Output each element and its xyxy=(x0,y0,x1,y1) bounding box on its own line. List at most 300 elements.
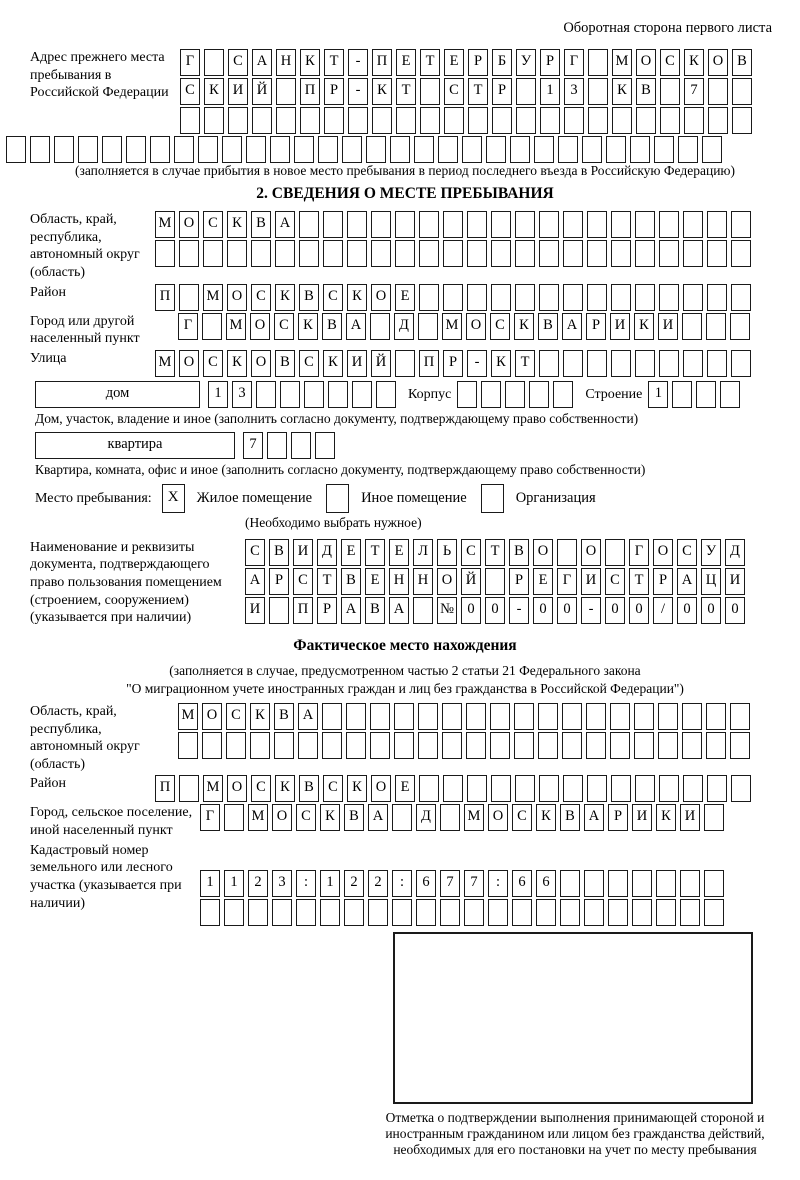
char-cell[interactable]: 3 xyxy=(564,78,584,105)
char-cell[interactable]: 0 xyxy=(557,597,577,624)
char-cell[interactable] xyxy=(564,107,584,134)
char-cell[interactable] xyxy=(659,350,679,377)
char-cell[interactable] xyxy=(584,870,604,897)
char-cell[interactable]: О xyxy=(179,211,199,238)
kvartira-number-boxes[interactable] xyxy=(243,432,339,459)
char-cell[interactable] xyxy=(587,240,607,267)
char-cell[interactable]: М xyxy=(203,284,223,311)
char-cell[interactable] xyxy=(150,136,170,163)
dom-number-boxes[interactable] xyxy=(208,381,400,408)
char-cell[interactable]: С xyxy=(677,539,697,566)
char-cell[interactable] xyxy=(352,381,372,408)
char-cell[interactable] xyxy=(696,381,716,408)
char-cell[interactable] xyxy=(510,136,530,163)
char-cell[interactable] xyxy=(322,703,342,730)
char-cell[interactable]: С xyxy=(251,775,271,802)
char-cell[interactable]: 1 xyxy=(320,870,340,897)
char-cell[interactable] xyxy=(680,899,700,926)
char-cell[interactable]: С xyxy=(296,804,316,831)
char-cell[interactable] xyxy=(440,899,460,926)
char-cell[interactable] xyxy=(540,107,560,134)
char-cell[interactable]: М xyxy=(226,313,246,340)
char-cell[interactable]: В xyxy=(560,804,580,831)
char-cell[interactable] xyxy=(534,136,554,163)
char-cell[interactable] xyxy=(611,240,631,267)
char-cell[interactable] xyxy=(634,703,654,730)
char-cell[interactable] xyxy=(419,284,439,311)
s2-ulitsa-row[interactable] xyxy=(155,350,755,377)
char-cell[interactable]: К xyxy=(275,775,295,802)
char-cell[interactable] xyxy=(684,107,704,134)
char-cell[interactable]: В xyxy=(636,78,656,105)
char-cell[interactable]: С xyxy=(323,284,343,311)
char-cell[interactable]: С xyxy=(490,313,510,340)
char-cell[interactable]: О xyxy=(227,775,247,802)
char-cell[interactable] xyxy=(586,703,606,730)
char-cell[interactable] xyxy=(396,107,416,134)
char-cell[interactable] xyxy=(611,350,631,377)
char-cell[interactable]: К xyxy=(320,804,340,831)
char-cell[interactable] xyxy=(587,284,607,311)
char-cell[interactable] xyxy=(226,732,246,759)
char-cell[interactable] xyxy=(395,211,415,238)
char-cell[interactable] xyxy=(318,136,338,163)
char-cell[interactable]: С xyxy=(245,539,265,566)
char-cell[interactable]: С xyxy=(512,804,532,831)
char-cell[interactable]: - xyxy=(509,597,529,624)
fact-oblast-row-1[interactable] xyxy=(178,703,754,730)
char-cell[interactable] xyxy=(346,732,366,759)
char-cell[interactable]: Г xyxy=(629,539,649,566)
char-cell[interactable] xyxy=(514,703,534,730)
char-cell[interactable] xyxy=(276,107,296,134)
char-cell[interactable] xyxy=(299,211,319,238)
char-cell[interactable]: И xyxy=(581,568,601,595)
char-cell[interactable] xyxy=(529,381,549,408)
char-cell[interactable] xyxy=(328,381,348,408)
char-cell[interactable]: М xyxy=(178,703,198,730)
char-cell[interactable]: В xyxy=(299,284,319,311)
char-cell[interactable]: С xyxy=(444,78,464,105)
char-cell[interactable]: - xyxy=(348,78,368,105)
char-cell[interactable]: П xyxy=(155,284,175,311)
char-cell[interactable]: А xyxy=(252,49,272,76)
char-cell[interactable] xyxy=(514,732,534,759)
char-cell[interactable]: К xyxy=(275,284,295,311)
fact-kadastr-row-2[interactable] xyxy=(200,899,728,926)
char-cell[interactable]: Т xyxy=(324,49,344,76)
char-cell[interactable] xyxy=(731,775,751,802)
char-cell[interactable]: П xyxy=(419,350,439,377)
char-cell[interactable]: Й xyxy=(252,78,272,105)
char-cell[interactable] xyxy=(704,804,724,831)
char-cell[interactable] xyxy=(539,211,559,238)
char-cell[interactable] xyxy=(438,136,458,163)
char-cell[interactable]: И xyxy=(245,597,265,624)
char-cell[interactable] xyxy=(250,732,270,759)
char-cell[interactable] xyxy=(536,899,556,926)
char-cell[interactable] xyxy=(246,136,266,163)
char-cell[interactable]: Б xyxy=(492,49,512,76)
char-cell[interactable] xyxy=(372,107,392,134)
char-cell[interactable] xyxy=(344,899,364,926)
char-cell[interactable]: В xyxy=(299,775,319,802)
char-cell[interactable] xyxy=(443,211,463,238)
s2-gorod-row[interactable] xyxy=(178,313,754,340)
char-cell[interactable]: В xyxy=(344,804,364,831)
char-cell[interactable]: О xyxy=(653,539,673,566)
char-cell[interactable] xyxy=(491,211,511,238)
prev-address-row-2[interactable] xyxy=(180,78,756,105)
char-cell[interactable] xyxy=(315,432,335,459)
char-cell[interactable] xyxy=(659,211,679,238)
char-cell[interactable]: М xyxy=(248,804,268,831)
char-cell[interactable] xyxy=(467,284,487,311)
char-cell[interactable] xyxy=(202,313,222,340)
char-cell[interactable] xyxy=(466,703,486,730)
char-cell[interactable]: Г xyxy=(200,804,220,831)
char-cell[interactable] xyxy=(420,78,440,105)
char-cell[interactable] xyxy=(347,211,367,238)
char-cell[interactable]: В xyxy=(274,703,294,730)
char-cell[interactable]: О xyxy=(371,775,391,802)
fact-oblast-row-2[interactable] xyxy=(178,732,754,759)
char-cell[interactable] xyxy=(392,804,412,831)
char-cell[interactable]: 7 xyxy=(684,78,704,105)
char-cell[interactable] xyxy=(680,870,700,897)
char-cell[interactable] xyxy=(731,350,751,377)
char-cell[interactable] xyxy=(706,313,726,340)
char-cell[interactable] xyxy=(682,732,702,759)
char-cell[interactable]: Е xyxy=(389,539,409,566)
char-cell[interactable]: В xyxy=(341,568,361,595)
char-cell[interactable] xyxy=(708,78,728,105)
char-cell[interactable] xyxy=(539,284,559,311)
char-cell[interactable]: - xyxy=(348,49,368,76)
char-cell[interactable]: С xyxy=(203,350,223,377)
char-cell[interactable] xyxy=(610,732,630,759)
char-cell[interactable] xyxy=(443,284,463,311)
char-cell[interactable]: Т xyxy=(420,49,440,76)
char-cell[interactable] xyxy=(490,703,510,730)
char-cell[interactable]: 1 xyxy=(224,870,244,897)
char-cell[interactable]: 2 xyxy=(248,870,268,897)
char-cell[interactable] xyxy=(707,350,727,377)
char-cell[interactable] xyxy=(468,107,488,134)
char-cell[interactable] xyxy=(467,775,487,802)
char-cell[interactable] xyxy=(587,211,607,238)
char-cell[interactable]: К xyxy=(227,350,247,377)
char-cell[interactable] xyxy=(416,899,436,926)
char-cell[interactable] xyxy=(346,703,366,730)
char-cell[interactable] xyxy=(516,107,536,134)
char-cell[interactable]: О xyxy=(250,313,270,340)
char-cell[interactable]: 1 xyxy=(648,381,668,408)
char-cell[interactable] xyxy=(298,732,318,759)
char-cell[interactable] xyxy=(731,211,751,238)
char-cell[interactable] xyxy=(418,703,438,730)
char-cell[interactable]: Т xyxy=(629,568,649,595)
char-cell[interactable] xyxy=(704,899,724,926)
char-cell[interactable] xyxy=(324,107,344,134)
char-cell[interactable]: Ь xyxy=(437,539,457,566)
char-cell[interactable] xyxy=(370,703,390,730)
char-cell[interactable] xyxy=(706,703,726,730)
char-cell[interactable]: Н xyxy=(413,568,433,595)
char-cell[interactable] xyxy=(635,284,655,311)
char-cell[interactable] xyxy=(440,804,460,831)
char-cell[interactable]: А xyxy=(677,568,697,595)
char-cell[interactable] xyxy=(635,211,655,238)
char-cell[interactable]: Р xyxy=(653,568,673,595)
char-cell[interactable]: 1 xyxy=(540,78,560,105)
char-cell[interactable] xyxy=(419,211,439,238)
char-cell[interactable]: О xyxy=(581,539,601,566)
char-cell[interactable] xyxy=(659,775,679,802)
char-cell[interactable] xyxy=(418,732,438,759)
char-cell[interactable] xyxy=(490,732,510,759)
char-cell[interactable]: С xyxy=(323,775,343,802)
char-cell[interactable]: А xyxy=(298,703,318,730)
char-cell[interactable]: М xyxy=(442,313,462,340)
char-cell[interactable]: Р xyxy=(608,804,628,831)
char-cell[interactable] xyxy=(611,775,631,802)
char-cell[interactable] xyxy=(582,136,602,163)
char-cell[interactable]: Т xyxy=(317,568,337,595)
char-cell[interactable]: К xyxy=(298,313,318,340)
char-cell[interactable]: О xyxy=(202,703,222,730)
char-cell[interactable] xyxy=(320,899,340,926)
char-cell[interactable]: 0 xyxy=(461,597,481,624)
char-cell[interactable] xyxy=(654,136,674,163)
char-cell[interactable] xyxy=(636,107,656,134)
char-cell[interactable] xyxy=(608,870,628,897)
char-cell[interactable]: № xyxy=(437,597,457,624)
char-cell[interactable] xyxy=(178,732,198,759)
char-cell[interactable]: Т xyxy=(365,539,385,566)
char-cell[interactable] xyxy=(78,136,98,163)
char-cell[interactable]: О xyxy=(251,350,271,377)
prev-address-row-3[interactable] xyxy=(180,107,756,134)
char-cell[interactable] xyxy=(6,136,26,163)
char-cell[interactable] xyxy=(30,136,50,163)
char-cell[interactable]: 7 xyxy=(440,870,460,897)
char-cell[interactable] xyxy=(660,107,680,134)
char-cell[interactable]: А xyxy=(275,211,295,238)
char-cell[interactable] xyxy=(488,899,508,926)
char-cell[interactable] xyxy=(659,240,679,267)
char-cell[interactable]: К xyxy=(612,78,632,105)
char-cell[interactable]: П xyxy=(372,49,392,76)
char-cell[interactable]: К xyxy=(204,78,224,105)
char-cell[interactable]: И xyxy=(725,568,745,595)
char-cell[interactable] xyxy=(294,136,314,163)
char-cell[interactable] xyxy=(467,240,487,267)
char-cell[interactable] xyxy=(224,899,244,926)
char-cell[interactable]: О xyxy=(179,350,199,377)
char-cell[interactable]: 1 xyxy=(208,381,228,408)
s2-raion-row[interactable] xyxy=(155,284,755,311)
char-cell[interactable] xyxy=(394,703,414,730)
char-cell[interactable]: Е xyxy=(396,49,416,76)
char-cell[interactable]: 0 xyxy=(725,597,745,624)
char-cell[interactable] xyxy=(204,107,224,134)
char-cell[interactable]: К xyxy=(323,350,343,377)
char-cell[interactable] xyxy=(442,732,462,759)
checkbox-zhiloe[interactable]: X xyxy=(162,484,185,513)
char-cell[interactable] xyxy=(683,211,703,238)
char-cell[interactable]: У xyxy=(516,49,536,76)
char-cell[interactable] xyxy=(538,703,558,730)
char-cell[interactable]: О xyxy=(636,49,656,76)
char-cell[interactable]: А xyxy=(346,313,366,340)
char-cell[interactable] xyxy=(708,107,728,134)
char-cell[interactable] xyxy=(707,284,727,311)
char-cell[interactable]: Н xyxy=(389,568,409,595)
char-cell[interactable] xyxy=(200,899,220,926)
char-cell[interactable]: Т xyxy=(396,78,416,105)
char-cell[interactable]: Г xyxy=(180,49,200,76)
char-cell[interactable] xyxy=(660,78,680,105)
char-cell[interactable] xyxy=(706,732,726,759)
char-cell[interactable] xyxy=(222,136,242,163)
char-cell[interactable]: : xyxy=(488,870,508,897)
char-cell[interactable]: О xyxy=(533,539,553,566)
char-cell[interactable]: Р xyxy=(443,350,463,377)
char-cell[interactable]: 3 xyxy=(232,381,252,408)
char-cell[interactable] xyxy=(174,136,194,163)
char-cell[interactable]: Р xyxy=(317,597,337,624)
char-cell[interactable]: Г xyxy=(564,49,584,76)
char-cell[interactable]: В xyxy=(732,49,752,76)
char-cell[interactable] xyxy=(606,136,626,163)
char-cell[interactable] xyxy=(270,136,290,163)
char-cell[interactable] xyxy=(682,703,702,730)
kvartira-type-box[interactable]: квартира xyxy=(35,432,235,459)
char-cell[interactable] xyxy=(418,313,438,340)
char-cell[interactable]: К xyxy=(536,804,556,831)
char-cell[interactable]: К xyxy=(684,49,704,76)
char-cell[interactable]: В xyxy=(269,539,289,566)
document-row-2[interactable] xyxy=(245,568,749,595)
char-cell[interactable]: Й xyxy=(371,350,391,377)
char-cell[interactable] xyxy=(707,775,727,802)
char-cell[interactable]: / xyxy=(653,597,673,624)
char-cell[interactable] xyxy=(457,381,477,408)
char-cell[interactable] xyxy=(370,732,390,759)
char-cell[interactable] xyxy=(300,107,320,134)
char-cell[interactable] xyxy=(413,597,433,624)
char-cell[interactable] xyxy=(323,211,343,238)
char-cell[interactable] xyxy=(291,432,311,459)
char-cell[interactable]: И xyxy=(680,804,700,831)
char-cell[interactable]: К xyxy=(347,775,367,802)
char-cell[interactable] xyxy=(280,381,300,408)
char-cell[interactable] xyxy=(515,775,535,802)
char-cell[interactable]: К xyxy=(634,313,654,340)
char-cell[interactable] xyxy=(342,136,362,163)
char-cell[interactable]: О xyxy=(272,804,292,831)
char-cell[interactable] xyxy=(702,136,722,163)
char-cell[interactable] xyxy=(299,240,319,267)
char-cell[interactable] xyxy=(635,240,655,267)
char-cell[interactable] xyxy=(611,211,631,238)
char-cell[interactable]: И xyxy=(658,313,678,340)
fact-kadastr-row-1[interactable] xyxy=(200,870,728,897)
char-cell[interactable] xyxy=(656,870,676,897)
char-cell[interactable]: К xyxy=(300,49,320,76)
char-cell[interactable]: К xyxy=(227,211,247,238)
char-cell[interactable]: С xyxy=(180,78,200,105)
char-cell[interactable] xyxy=(491,240,511,267)
char-cell[interactable] xyxy=(515,240,535,267)
char-cell[interactable] xyxy=(126,136,146,163)
char-cell[interactable] xyxy=(558,136,578,163)
char-cell[interactable]: Д xyxy=(394,313,414,340)
char-cell[interactable] xyxy=(515,211,535,238)
char-cell[interactable]: С xyxy=(293,568,313,595)
char-cell[interactable]: : xyxy=(296,870,316,897)
char-cell[interactable]: Й xyxy=(461,568,481,595)
char-cell[interactable]: Р xyxy=(540,49,560,76)
char-cell[interactable] xyxy=(658,732,678,759)
char-cell[interactable] xyxy=(227,240,247,267)
char-cell[interactable] xyxy=(588,107,608,134)
char-cell[interactable]: - xyxy=(581,597,601,624)
char-cell[interactable]: 6 xyxy=(416,870,436,897)
char-cell[interactable]: Р xyxy=(492,78,512,105)
char-cell[interactable]: 6 xyxy=(536,870,556,897)
char-cell[interactable] xyxy=(720,381,740,408)
char-cell[interactable] xyxy=(486,136,506,163)
char-cell[interactable] xyxy=(179,240,199,267)
char-cell[interactable] xyxy=(252,107,272,134)
char-cell[interactable] xyxy=(323,240,343,267)
char-cell[interactable]: 2 xyxy=(344,870,364,897)
checkbox-inoe[interactable] xyxy=(326,484,349,513)
char-cell[interactable] xyxy=(730,703,750,730)
char-cell[interactable] xyxy=(587,775,607,802)
char-cell[interactable]: В xyxy=(275,350,295,377)
char-cell[interactable] xyxy=(584,899,604,926)
char-cell[interactable]: И xyxy=(632,804,652,831)
char-cell[interactable]: Р xyxy=(468,49,488,76)
char-cell[interactable] xyxy=(732,78,752,105)
char-cell[interactable] xyxy=(563,211,583,238)
char-cell[interactable] xyxy=(442,703,462,730)
char-cell[interactable] xyxy=(605,539,625,566)
char-cell[interactable] xyxy=(392,899,412,926)
char-cell[interactable] xyxy=(672,381,692,408)
char-cell[interactable]: О xyxy=(708,49,728,76)
char-cell[interactable]: 0 xyxy=(605,597,625,624)
char-cell[interactable] xyxy=(707,240,727,267)
char-cell[interactable]: К xyxy=(347,284,367,311)
char-cell[interactable] xyxy=(608,899,628,926)
char-cell[interactable]: С xyxy=(251,284,271,311)
char-cell[interactable] xyxy=(539,775,559,802)
char-cell[interactable]: В xyxy=(322,313,342,340)
char-cell[interactable] xyxy=(730,732,750,759)
char-cell[interactable] xyxy=(635,350,655,377)
char-cell[interactable]: М xyxy=(612,49,632,76)
char-cell[interactable]: С xyxy=(461,539,481,566)
char-cell[interactable] xyxy=(366,136,386,163)
char-cell[interactable]: С xyxy=(226,703,246,730)
char-cell[interactable] xyxy=(276,78,296,105)
char-cell[interactable]: К xyxy=(514,313,534,340)
checkbox-organizatsiya[interactable] xyxy=(481,484,504,513)
